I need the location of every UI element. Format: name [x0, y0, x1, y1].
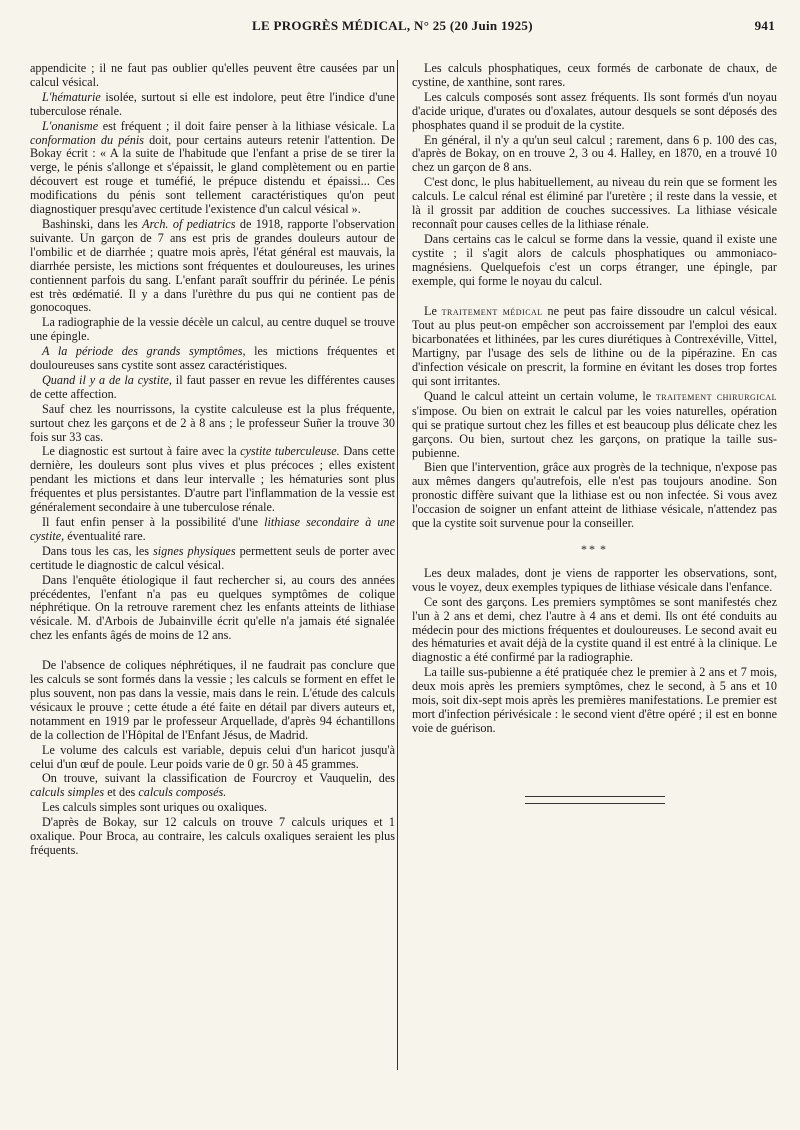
paragraph: Les calculs simples sont uriques ou oxaliques. — [42, 800, 268, 815]
paragraph: Sauf chez les nourrissons, la cystite calculeuse est la plus fréquente, surtout chez les garçons et de 2 à 8 ans ; le professeur Suñer la trouve 30 fois sur 33 cas. — [30, 401, 395, 444]
paragraph: De l'absence de coliques néphrétiques, il ne faudrait pas conclure que les calculs se sont formés dans la vessie ; les calculs se forment en effet le plus souvent, non pas dans la vessie, mais dans le rein. L'étude des calculs vésicaux le prouve ; cette étude a été faite en détail par divers auteurs et, notamment en 1919 par le professeur Arquellade, d'après 94 échantillons de la collection de l'Hôpital de l'Enfant Jésus, de Madrid. — [30, 658, 395, 742]
section-break: ** * — [580, 542, 608, 556]
paragraph: La radiographie de la vessie décèle un calcul, au centre duquel se trouve une épingle. — [30, 315, 395, 344]
paragraph: Dans certains cas le calcul se forme dans la vessie, quand il existe une cystite ; il s'agit alors de calculs phosphatiques ou ammoniaco-magnésiens. Quelquefois c'est un corps étranger, une épingle, par exemple, qui forme le noyau du calcul. — [412, 231, 777, 288]
paragraph: A la période des grands symptômes, les mictions fréquentes et douloureuses sans cystite sont assez caractéristiques. — [30, 344, 395, 373]
paragraph: L'hématurie isolée, surtout si elle est indolore, peut être l'indice d'une tuberculose rénale. — [30, 89, 395, 118]
end-rule — [525, 796, 665, 804]
paragraph: Ce sont des garçons. Les premiers symptômes se sont manifestés chez l'un à 2 ans et demi, chez l'autre à 4 ans et demi. Ils ont été conduits au médecin pour des mictions fréquentes et douloureuses. Le second avait eu des hématuries et avait déjà de la cystite quand il est entré à la clinique. Le diagnostic a été confirmé par la radiographie. — [412, 594, 777, 665]
paragraph: Le diagnostic est surtout à faire avec la cystite tuberculeuse. Dans cette dernière, les douleurs sont plus vives et plus précoces ; elles existent pendant les mictions et dans leur intervalle ; les hématuries sont plus fréquentes et plus persistantes. D'autre part l'inflammation de la vessie est généralement secondaire à une tuberculose rénale. — [30, 444, 395, 515]
paragraph: Les calculs phosphatiques, ceux formés de carbonate de chaux, de cystine, de xanthine, sont rares. — [412, 61, 777, 89]
paragraph: Quand le calcul atteint un certain volume, le traitement chirurgical s'impose. Ou bien on extrait le calcul par les voies naturelles, opération qui se pratique surtout chez les filles et est beaucoup plus délicate chez les garçons. Ou bien, surtout chez les garçons, on pratique la taille sus-pubienne. — [412, 388, 777, 460]
paragraph: En général, il n'y a qu'un seul calcul ; rarement, dans 6 p. 100 des cas, d'après de Bokay, on en trouve 2, 3 ou 4. Halley, en 1870, en a trouvé 10 chez un garçon de 8 ans. — [412, 132, 777, 175]
paragraph: Le volume des calculs est variable, depuis celui d'un haricot jusqu'à celui d'un œuf de poule. Leur poids varie de 0 gr. 50 à 45 grammes. — [30, 742, 395, 771]
paragraph: L'onanisme est fréquent ; il doit faire penser à la lithiase vésicale. La conformation du pénis doit, pour certains auteurs retenir l'attention. De Bokay écrit : « A la suite de l'habitude que l'enfant a prise de se tirer la verge, le pénis s'allonge et s'épaissit, le gland complètement ou en partie découvert est rouge et tuméfié, le prépuce distendu et épaissi... Ces modifications du pénis sont tellement caractéristiques qu'on peut diagnostiquer presqu'avec certitude l'existence d'un calcul vésical ». — [30, 118, 395, 217]
paragraph: Les deux malades, dont je viens de rapporter les observations, sont, vous le voyez, deux exemples typiques de lithiase vésicale dans l'enfance. — [412, 565, 777, 594]
right-column — [412, 62, 777, 804]
column-divider — [397, 60, 398, 1070]
running-head — [30, 16, 775, 36]
paragraph: Bashinski, dans les Arch. of pediatrics de 1918, rapporte l'observation suivante. Un garçon de 7 ans est pris de grandes douleurs autour de l'ombilic et de diarrhée ; quatre mois après, l'état général est mauvais, la diarrhée persiste, les mictions sont fréquentes et douloureuses, les urines contiennent parfois du sang. L'enfant paraît souffrir du périnée. Le pénis est très œdématié. Il y a dans l'urèthre du pus qui ne contient pas de gonocoques. — [30, 216, 395, 315]
paragraph: Dans l'enquête étiologique il faut rechercher si, au cours des années précédentes, l'enfant n'a pas eu quelques symptômes de colique néphrétique. On la retrouve rarement chez les enfants atteints de lithiase vésicale. M. d'Arbois de Jubainville écrit qu'elle n'a jamais été signalée chez les enfants âgés de moins de 12 ans. — [30, 572, 395, 643]
paragraph: Le traitement médical ne peut pas faire dissoudre un calcul vésical. Tout au plus peut-on empêcher son accroissement par l'emploi des eaux bicarbonatées et lithinées, par les cures diurétiques à Contrexéville, Vittel, Martigny, par l'usage des sels de lithine ou de la pipérazine. En cas d'infection vésicale on prescrit, la formine en évitant les doses trop fortes qui sont irritantes. — [412, 303, 777, 389]
paragraph: C'est donc, le plus habituellement, au niveau du rein que se forment les calculs. Le calcul rénal est éliminé par l'uretère ; il reste dans la vessie, et là il grossit par addition de couches successives. La lithiase vésicale reconnaît pour causes celles de la lithiase rénale. — [412, 175, 777, 231]
paragraph: Il faut enfin penser à la possibilité d'une lithiase secondaire à une cystite, éventualité rare. — [30, 515, 395, 543]
page-number: 941 — [754, 18, 775, 33]
paragraph: Les calculs composés sont assez fréquents. Ils sont formés d'un noyau d'acide urique, d'urates ou d'oxalates, autour desquels se sont déposés des phosphates quand il se produit de la cystite. — [412, 89, 777, 132]
journal-title: LE PROGRÈS MÉDICAL, N° 25 (20 Juin 1925) — [252, 18, 533, 33]
paragraph: La taille sus-pubienne a été pratiquée chez le premier à 2 ans et 7 mois, deux mois après les premiers symptômes, chez le second, à 5 ans et 10 mois, soit dix-sept mois après les premières manifestations. Le premier est mort d'infection périvésicale : le second vient d'être opéré ; il est en bonne voie de guérison. — [412, 665, 777, 735]
paragraph: Dans tous les cas, les signes physiques permettent seuls de porter avec certitude le diagnostic de calcul vésical. — [30, 543, 395, 572]
paragraph: Bien que l'intervention, grâce aux progrès de la technique, n'expose pas aux mêmes dangers qu'autrefois, elle n'est pas toujours anodine. Son pronostic diffère suivant que la lithiase est ou non infectée. Si vous avez l'occasion de soigner un enfant atteint de lithiase vésicale, n'attendez pas que la cystite soit survenue pour la conseiller. — [412, 460, 777, 531]
paragraph: Quand il y a de la cystite, il faut passer en revue les différentes causes de cette affection. — [30, 372, 395, 401]
left-column — [30, 62, 395, 859]
paragraph: appendicite ; il ne faut pas oublier qu'elles peuvent être causées par un calcul vésical. — [30, 61, 395, 89]
paragraph: D'après de Bokay, sur 12 calculs on trouve 7 calculs uriques et 1 oxalique. Pour Broca, au contraire, les calculs oxaliques seraient les plus fréquents. — [30, 815, 395, 857]
paragraph: On trouve, suivant la classification de Fourcroy et Vauquelin, des calculs simples et des calculs composés. — [30, 771, 395, 800]
